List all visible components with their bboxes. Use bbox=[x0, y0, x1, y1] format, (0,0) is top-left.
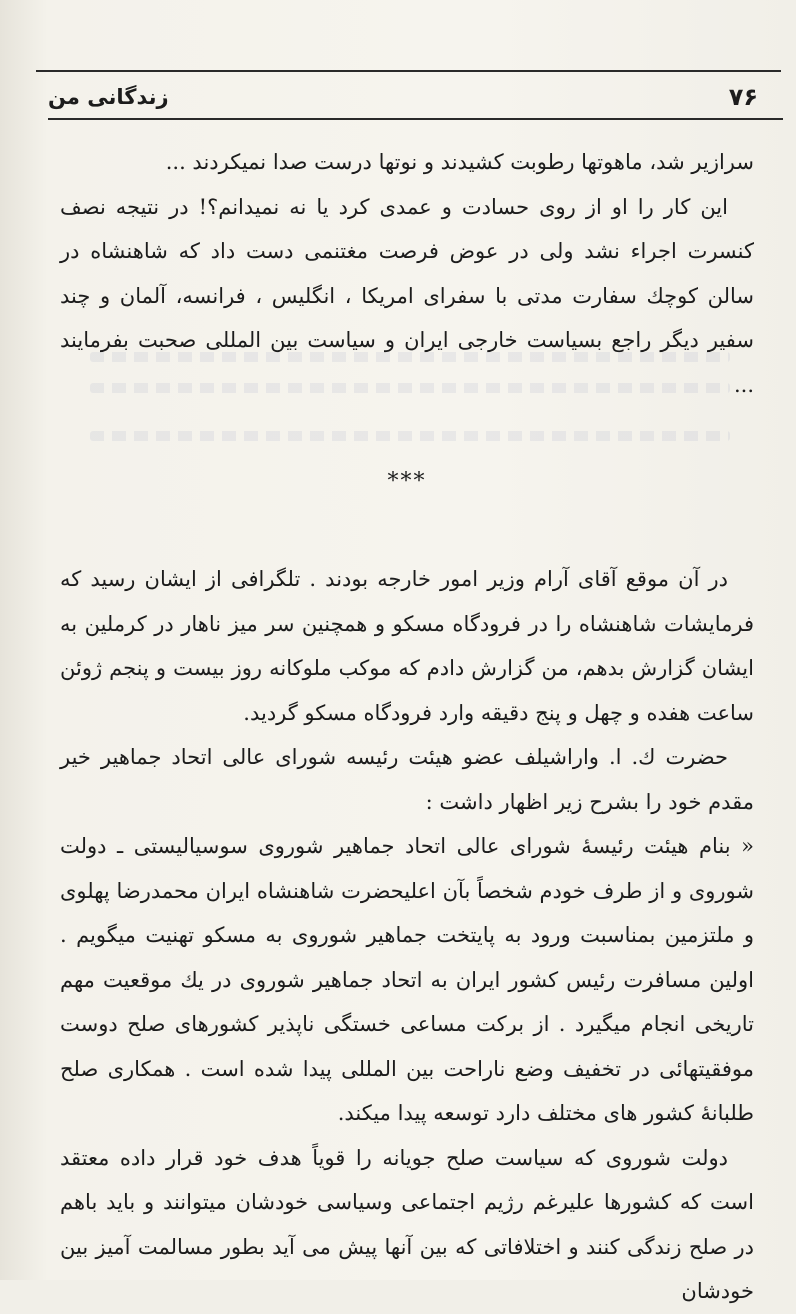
page-number: ۷۶ bbox=[728, 83, 758, 111]
section-divider: *** bbox=[387, 469, 427, 494]
paragraph: در آن موقع آقای آرام وزیر امور خارجه بودند . تلگرافی از ایشان رسید که فرمایشات شاهنشاه را در فرودگاه مسکو و همچنین سر میز ناهار در کرملین به ایشان گزارش بدهم، من گزارش دادم که موکب ملوکانه روز بیست و پنجم ژوئن ساعت هفده و چهل و پنج دقیقه وارد فرودگاه مسکو گردید. bbox=[60, 567, 754, 725]
header-rule bbox=[48, 118, 783, 120]
paragraph: دولت شوروی که سیاست صلح جویانه را قویاً هدف خود قرار داده معتقد است که کشورها علیرغم رژیم اجتماعی وسیاسی خودشان میتوانند و باید باهم در صلح زندگی کنند و اختلافاتی که بین آنها پیش می آید بطور مسالمت آمیز بین خودشان bbox=[60, 1145, 754, 1303]
top-rule bbox=[36, 70, 781, 72]
paragraph: این کار را او از روی حسادت و عمدی کرد یا نه نمیدانم؟! در نتیجه نصف کنسرت اجراء نشد ولی در عوض فرصت مغتنمی دست داد که شاهنشاه در سالن کوچك سفارت مدتی با سفرای امریکا ، انگلیس ، فرانسه، آلمان و چند سفیر دیگر راجع بسیاست خارجی ایران و سیاست بین المللی صحبت بفرمایند ... bbox=[60, 194, 754, 397]
running-head: زندگانی من bbox=[48, 85, 169, 109]
paragraph: حضرت ك. ا. واراشیلف عضو هیئت رئیسه شورای عالی اتحاد جماهیر خیر مقدم خود را بشرح زیر اظهار داشت : bbox=[60, 745, 754, 814]
page-body bbox=[60, 140, 754, 1314]
quotation-paragraph: « بنام هیئت رئیسهٔ شورای عالی اتحاد جماهیر شوروی سوسیالیستی ـ دولت شوروی و از طرف خودم شخصاً بآن اعلیحضرت شاهنشاه ایران محمدرضا پهلوی و ملتزمین بمناسبت ورود به پایتخت جماهیر شوروی به مسکو تهنیت میگویم . اولین مسافرت رئیس کشور ایران به اتحاد جماهیر شوروی در یك موقعیت مهم تاریخی انجام میگیرد . از برکت مساعی خستگی ناپذیر کشورهای صلح دوست موفقیتهائی در تخفیف وضع ناراحت بین المللی پیدا شده است . همکاری صلح طلبانهٔ کشور های مختلف دارد توسعه پیدا میکند. bbox=[60, 834, 754, 1125]
page-header bbox=[48, 80, 758, 114]
paragraph: سرازیر شد، ماهوتها رطوبت کشیدند و نوتها درست صدا نمیکردند ... bbox=[165, 150, 754, 174]
